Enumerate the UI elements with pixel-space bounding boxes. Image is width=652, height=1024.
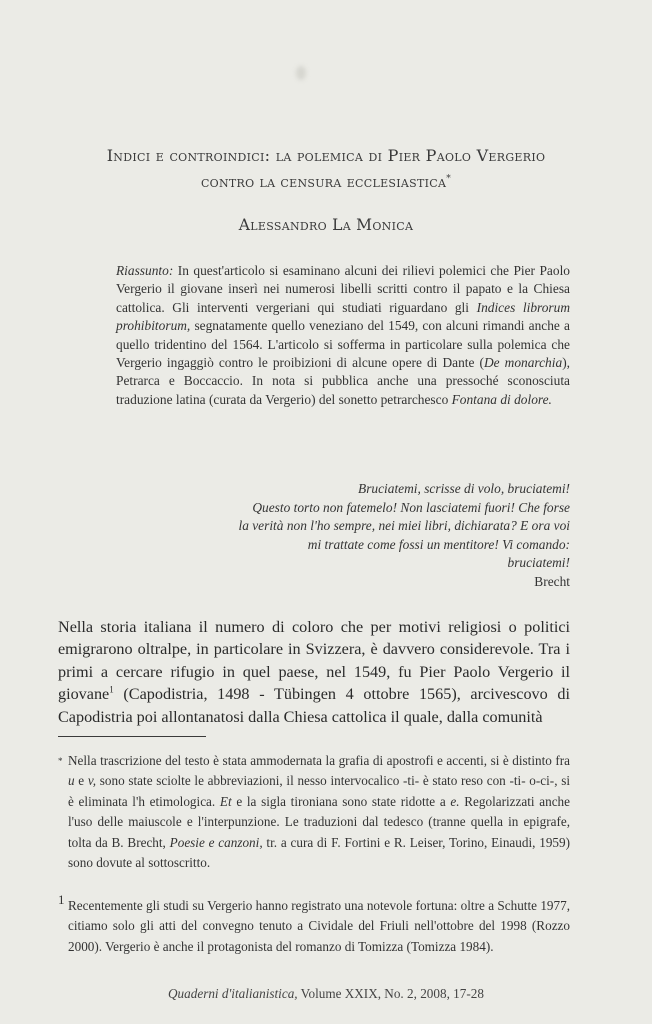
epigraph bbox=[150, 480, 570, 592]
footnote-separator bbox=[58, 736, 206, 737]
footnote-1-mark: 1 bbox=[58, 892, 65, 907]
author-name: Alessandro La Monica bbox=[238, 216, 414, 234]
footnote-star-mark: * bbox=[58, 756, 63, 766]
abstract-work-monarchia: De monarchia bbox=[483, 355, 563, 371]
article-title-line1: Indici e controindici: la polemica di Pier Paolo Vergerio bbox=[106, 146, 546, 165]
fn1-letter-e: e. bbox=[450, 793, 460, 809]
abstract-text-1: In quest'articolo si esaminano alcuni dei rilievi polemici che Pier Paolo Vergerio il giovane inserì nei numerosi libelli scritti contro il papato e la Chiesa cattolica. Gli interventi vergeriani qui studiati riguardano gli bbox=[116, 263, 570, 315]
article-title-line2-text: contro la censura ecclesiastica bbox=[200, 173, 447, 191]
title-footnote-mark: * bbox=[446, 174, 452, 184]
journal-name: Quaderni d'italianistica, bbox=[168, 986, 298, 1001]
epigraph-line: mi trattate come fossi un mentitore! Vi comando: bbox=[307, 536, 570, 552]
abstract-work-fontana: Fontana di dolore. bbox=[451, 391, 552, 407]
footnote-1-text: Recentemente gli studi su Vergerio hanno registrato una notevole fortuna: oltre a Schutte 1977, citiamo solo gli atti del convegno tenuto a Cividale del Friuli nell'ottobre del 1998 (Rozzo 2000). Vergerio è anche il protagonista del romanzo di Tomizza (Tomizza 1984). bbox=[68, 898, 570, 954]
fn1-work: Poesie e canzoni, bbox=[169, 834, 263, 850]
fn1-text-f: Regolarizzati anche l'uso delle maiuscole e l'interpunzione. Le traduzioni dal tedesco (tranne quella in epigrafe, tolta da B. Brecht, bbox=[68, 793, 570, 850]
epigraph-attribution: Brecht bbox=[534, 573, 570, 589]
fn1-letter-u: u bbox=[68, 773, 75, 789]
abstract bbox=[116, 262, 570, 409]
abstract-work-indices: Indices librorum prohibitorum, bbox=[116, 299, 570, 334]
footnote-star-text bbox=[58, 751, 570, 873]
body-paragraph bbox=[58, 616, 570, 728]
fn1-text-b: e bbox=[74, 773, 88, 789]
abstract-text-3: ), Petrarca e Boccaccio. In nota si pubblica anche una pressoché sconosciuta traduzione latina (curata da Vergerio) del sonetto petrarchesco bbox=[116, 355, 570, 407]
abstract-label: Riassunto: bbox=[116, 263, 174, 278]
article-title-line2 bbox=[40, 173, 612, 191]
abstract-text-2: segnatamente quello veneziano del 1549, con alcuni rimandi anche a quello tridentino del 1564. L'articolo si sofferma in particolare sulla polemica che Vergerio ingaggiò contro le proibizioni di alcune opere di Dante ( bbox=[116, 318, 570, 371]
footnote-star bbox=[58, 751, 570, 873]
footnote-ref-1: 1 bbox=[109, 684, 114, 695]
fn1-et: Et bbox=[219, 793, 232, 809]
body-text-2: (Capodistria, 1498 - Tübingen 4 ottobre 1565), arcivescovo di Capodistria poi allontanatosi dalla Chiesa cattolica il quale, dalla comunità bbox=[58, 685, 570, 726]
journal-volume: Volume XXIX, No. 2, 2008, 17-28 bbox=[297, 986, 484, 1001]
epigraph-line: Questo torto non fatemelo! Non lasciatemi fuori! Che forse bbox=[252, 499, 570, 515]
epigraph-line: la verità non l'ho sempre, nei miei libri, dichiarata? E ora voi bbox=[238, 518, 570, 534]
fn1-text-g: tr. a cura di F. Fortini e R. Leiser, Torino, Einaudi, 1959) sono dovute al sottoscritto. bbox=[68, 834, 571, 871]
fn1-text-c: sono state sciolte le abbreviazioni, il nesso intervocalico -ti- è stato reso con -ti- o-ci-, si è eliminata l'h etimologica. bbox=[68, 773, 570, 809]
fn1-letter-v: v, bbox=[87, 773, 97, 789]
journal-citation bbox=[0, 986, 652, 1002]
page-smudge bbox=[296, 66, 306, 80]
footnote-1 bbox=[58, 892, 570, 957]
fn1-text-a: Nella trascrizione del testo è stata ammodernata la grafia di apostrofi e accenti, si è distinto fra bbox=[68, 753, 570, 768]
fn1-text-d: e la sigla tironiana sono state ridotte a bbox=[231, 793, 451, 809]
body-text-1: Nella storia italiana il numero di coloro che per motivi religiosi o politici emigrarono oltralpe, in particolare in Svizzera, è davvero considerevole. Tra i primi a cercare rifugio in quel paese, nel 1549, fu Pier Paolo Vergerio il giovane bbox=[58, 618, 570, 704]
epigraph-line: Bruciatemi, scrisse di volo, bruciatemi! bbox=[358, 481, 570, 496]
epigraph-line: bruciatemi! bbox=[507, 555, 570, 571]
